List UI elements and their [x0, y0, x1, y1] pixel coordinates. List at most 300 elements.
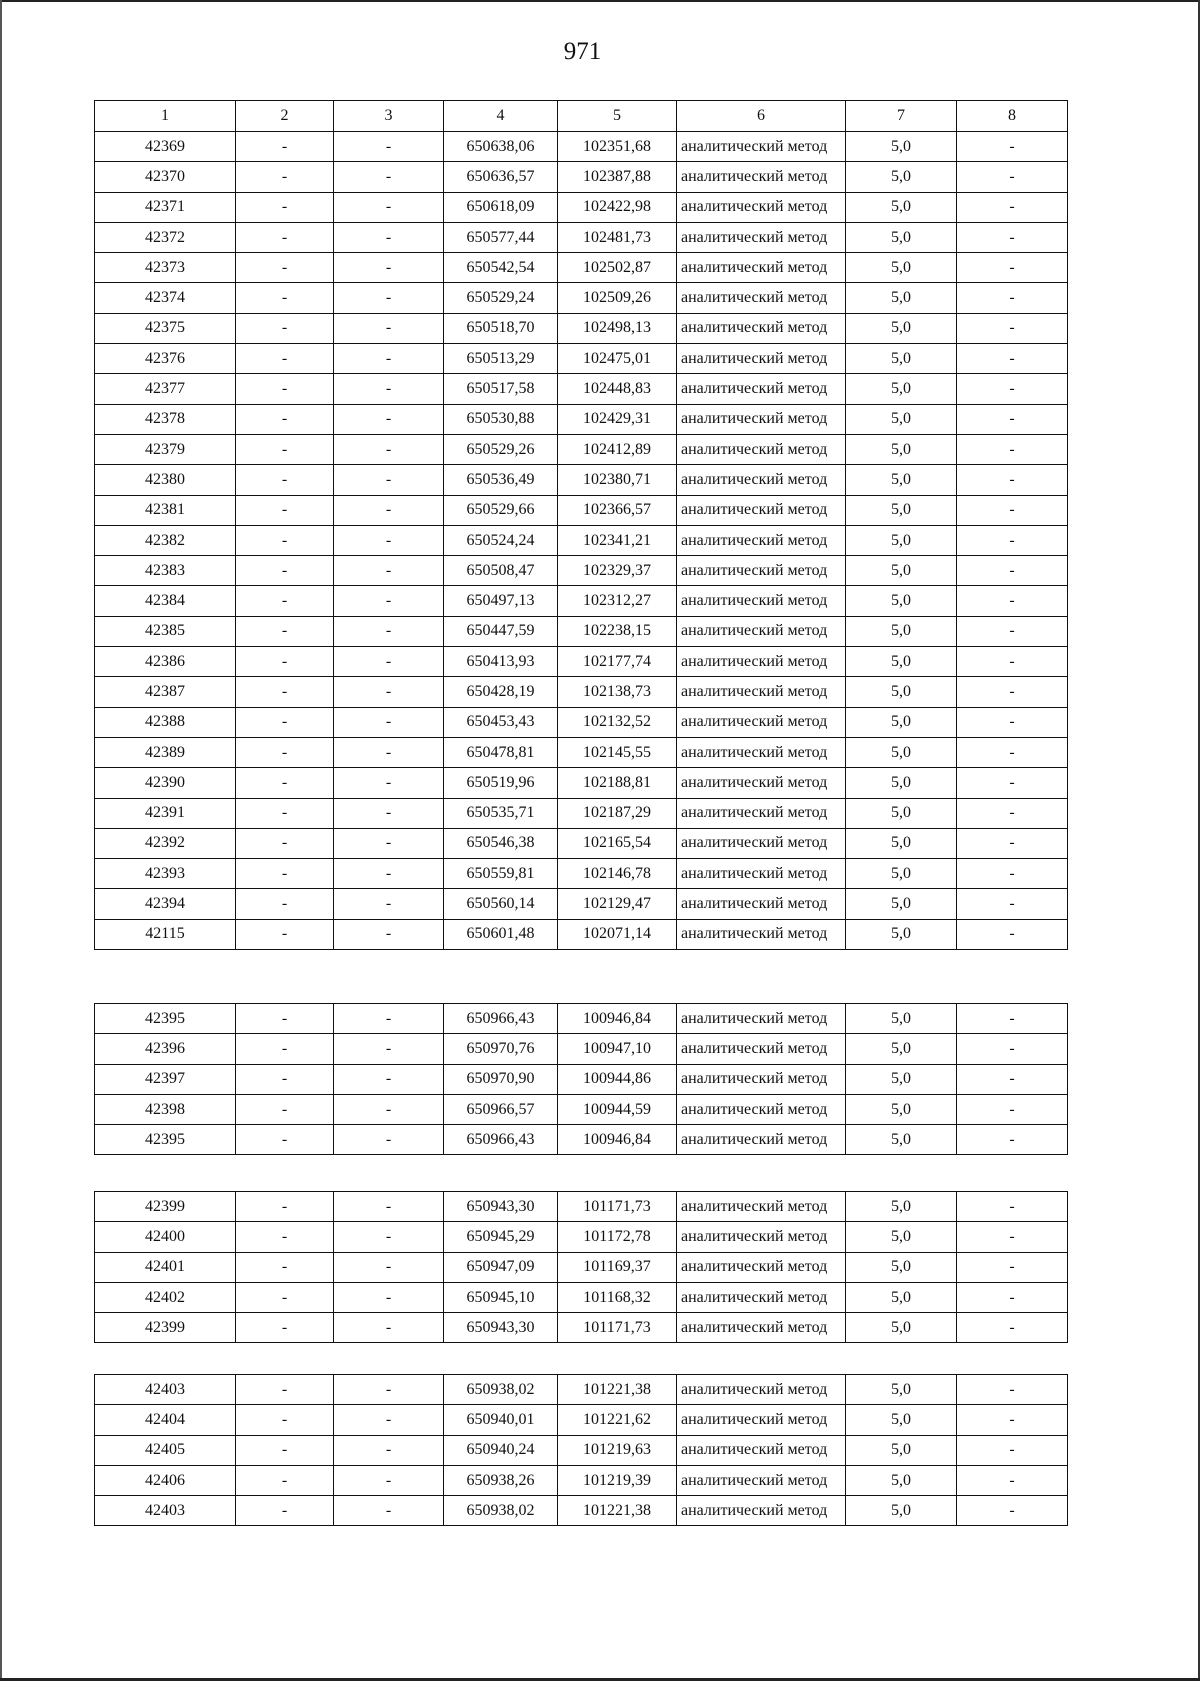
table-cell: 42389 [95, 737, 236, 767]
table-cell: 5,0 [846, 1405, 957, 1435]
table-cell: - [957, 828, 1068, 858]
table-cell: 5,0 [846, 1034, 957, 1064]
table-cell: 42402 [95, 1282, 236, 1312]
column-header: 2 [236, 101, 334, 132]
table-cell: 5,0 [846, 1064, 957, 1094]
table-cell: - [236, 889, 334, 919]
column-header: 8 [957, 101, 1068, 132]
table-cell: - [236, 344, 334, 374]
table-cell: 102188,81 [558, 768, 677, 798]
table-cell: - [957, 1375, 1068, 1405]
table-cell: 42396 [95, 1034, 236, 1064]
table-cell: аналитический метод [677, 344, 846, 374]
scan-left-edge [0, 0, 2, 1681]
table-cell: аналитический метод [677, 707, 846, 737]
table-cell: - [334, 344, 444, 374]
table-cell: - [957, 1094, 1068, 1124]
table-cell: - [334, 707, 444, 737]
table-row [95, 1435, 1068, 1465]
table-cell: 5,0 [846, 1252, 957, 1282]
table-cell: - [957, 798, 1068, 828]
table-cell: 42401 [95, 1252, 236, 1282]
table-cell: - [957, 1282, 1068, 1312]
table-cell: - [236, 1282, 334, 1312]
table-cell: 5,0 [846, 222, 957, 252]
table-cell: 5,0 [846, 132, 957, 162]
scan-top-edge [0, 0, 1200, 2]
table-cell: аналитический метод [677, 1465, 846, 1495]
table-cell: аналитический метод [677, 192, 846, 222]
table-cell: 42384 [95, 586, 236, 616]
table-cell: - [334, 404, 444, 434]
table-cell: - [334, 647, 444, 677]
table-cell: аналитический метод [677, 1064, 846, 1094]
table-cell: - [334, 1192, 444, 1222]
table-cell: - [957, 859, 1068, 889]
table-row [95, 768, 1068, 798]
table-cell: - [957, 222, 1068, 252]
table-cell: 650636,57 [444, 162, 558, 192]
table-cell: - [957, 253, 1068, 283]
table-cell: аналитический метод [677, 1222, 846, 1252]
table-cell: аналитический метод [677, 374, 846, 404]
table-cell: - [236, 707, 334, 737]
table-cell: 100944,59 [558, 1094, 677, 1124]
table-cell: 42381 [95, 495, 236, 525]
table-cell: - [957, 677, 1068, 707]
table-cell: 5,0 [846, 616, 957, 646]
table-cell: 650601,48 [444, 919, 558, 949]
coordinates-table-main [94, 100, 1068, 950]
table-cell: 650943,30 [444, 1192, 558, 1222]
table-cell: 102429,31 [558, 404, 677, 434]
table-cell: 42385 [95, 616, 236, 646]
table-cell: - [236, 374, 334, 404]
table-cell: - [334, 1222, 444, 1252]
table-cell: аналитический метод [677, 1252, 846, 1282]
table-cell: - [957, 616, 1068, 646]
table-cell: аналитический метод [677, 132, 846, 162]
table-cell: - [334, 495, 444, 525]
table-cell: 650938,02 [444, 1496, 558, 1526]
column-header: 7 [846, 101, 957, 132]
table-cell: - [957, 1252, 1068, 1282]
table-cell: - [236, 253, 334, 283]
table-cell: 42395 [95, 1125, 236, 1155]
table-row [95, 1094, 1068, 1124]
table-cell: 650945,10 [444, 1282, 558, 1312]
table-cell: - [957, 1034, 1068, 1064]
table-cell: 5,0 [846, 828, 957, 858]
table-cell: - [236, 1252, 334, 1282]
table-cell: 42399 [95, 1313, 236, 1343]
table-cell: - [957, 1192, 1068, 1222]
table-cell: 42370 [95, 162, 236, 192]
table-cell: - [957, 1004, 1068, 1034]
table-cell: 42404 [95, 1405, 236, 1435]
table-cell: 101221,38 [558, 1496, 677, 1526]
table-cell: - [957, 434, 1068, 464]
table-row [95, 616, 1068, 646]
table-cell: 42377 [95, 374, 236, 404]
table-cell: 102187,29 [558, 798, 677, 828]
table-cell: аналитический метод [677, 647, 846, 677]
table-cell: 101219,63 [558, 1435, 677, 1465]
table-cell: - [334, 768, 444, 798]
table-cell: аналитический метод [677, 1313, 846, 1343]
table-cell: 650513,29 [444, 344, 558, 374]
table-cell: - [957, 737, 1068, 767]
table-row [95, 1222, 1068, 1252]
table-cell: аналитический метод [677, 586, 846, 616]
table-cell: 42383 [95, 556, 236, 586]
table-cell: 42380 [95, 465, 236, 495]
table-cell: - [236, 859, 334, 889]
table-cell: 42386 [95, 647, 236, 677]
table-cell: - [957, 132, 1068, 162]
table-cell: 42390 [95, 768, 236, 798]
table-cell: - [957, 374, 1068, 404]
table-cell: 650966,57 [444, 1094, 558, 1124]
table-cell: 650529,24 [444, 283, 558, 313]
table-cell: - [957, 647, 1068, 677]
table-cell: 5,0 [846, 465, 957, 495]
table-cell: 102422,98 [558, 192, 677, 222]
table-cell: - [957, 313, 1068, 343]
table-cell: 5,0 [846, 1313, 957, 1343]
table-cell: 5,0 [846, 768, 957, 798]
table-row [95, 737, 1068, 767]
table-cell: - [334, 253, 444, 283]
table-cell: - [957, 1405, 1068, 1435]
table-cell: 5,0 [846, 283, 957, 313]
table-cell: - [334, 737, 444, 767]
table-cell: 650529,66 [444, 495, 558, 525]
table-cell: - [236, 1034, 334, 1064]
table-cell: - [236, 798, 334, 828]
table-row [95, 374, 1068, 404]
table-row [95, 798, 1068, 828]
table-cell: 650943,30 [444, 1313, 558, 1343]
table-cell: 101171,73 [558, 1313, 677, 1343]
table-row [95, 1192, 1068, 1222]
table-cell: - [236, 1192, 334, 1222]
table-row [95, 465, 1068, 495]
table-cell: 5,0 [846, 1222, 957, 1252]
table-cell: - [334, 313, 444, 343]
table-cell: аналитический метод [677, 313, 846, 343]
table-cell: 102380,71 [558, 465, 677, 495]
table-row [95, 1125, 1068, 1155]
table-cell: аналитический метод [677, 1496, 846, 1526]
table-cell: 5,0 [846, 344, 957, 374]
table-cell: - [236, 616, 334, 646]
table-row [95, 132, 1068, 162]
table-cell: - [957, 919, 1068, 949]
table-cell: 650560,14 [444, 889, 558, 919]
table-row [95, 313, 1068, 343]
table-cell: - [236, 1222, 334, 1252]
table-row [95, 1465, 1068, 1495]
table-cell: 5,0 [846, 556, 957, 586]
table-cell: - [236, 1465, 334, 1495]
table-cell: 5,0 [846, 647, 957, 677]
table-row [95, 404, 1068, 434]
table-cell: 102498,13 [558, 313, 677, 343]
table-cell: - [236, 768, 334, 798]
table-cell: - [236, 586, 334, 616]
table-cell: 5,0 [846, 1125, 957, 1155]
table-cell: - [957, 1496, 1068, 1526]
table-cell: 650945,29 [444, 1222, 558, 1252]
table-row [95, 434, 1068, 464]
table-cell: аналитический метод [677, 616, 846, 646]
table-cell: аналитический метод [677, 1375, 846, 1405]
table-cell: - [236, 1094, 334, 1124]
table-cell: аналитический метод [677, 222, 846, 252]
table-cell: - [957, 525, 1068, 555]
table-cell: 102387,88 [558, 162, 677, 192]
table-cell: 101221,62 [558, 1405, 677, 1435]
table-cell: 100947,10 [558, 1034, 677, 1064]
table-cell: 5,0 [846, 707, 957, 737]
table-cell: 42373 [95, 253, 236, 283]
table-cell: 650519,96 [444, 768, 558, 798]
table-cell: 102448,83 [558, 374, 677, 404]
table-cell: 102509,26 [558, 283, 677, 313]
table-cell: аналитический метод [677, 1282, 846, 1312]
table-cell: - [334, 1405, 444, 1435]
table-cell: 650966,43 [444, 1125, 558, 1155]
table-cell: - [236, 283, 334, 313]
table-cell: 100946,84 [558, 1125, 677, 1155]
table-cell: - [334, 798, 444, 828]
table-cell: 42382 [95, 525, 236, 555]
table-cell: 650497,13 [444, 586, 558, 616]
table-row [95, 525, 1068, 555]
table-row [95, 1313, 1068, 1343]
table-cell: - [957, 192, 1068, 222]
table-cell: аналитический метод [677, 859, 846, 889]
header-row [95, 101, 1068, 132]
table-row [95, 828, 1068, 858]
table-cell: аналитический метод [677, 677, 846, 707]
table-cell: - [957, 768, 1068, 798]
table-cell: - [334, 586, 444, 616]
table-cell: 650428,19 [444, 677, 558, 707]
table-cell: - [957, 1313, 1068, 1343]
table-cell: 101168,32 [558, 1282, 677, 1312]
table-cell: 5,0 [846, 404, 957, 434]
table-cell: - [236, 162, 334, 192]
table-cell: - [334, 919, 444, 949]
table-cell: - [236, 556, 334, 586]
table-cell: - [334, 192, 444, 222]
table-cell: - [334, 1064, 444, 1094]
table-row [95, 889, 1068, 919]
table-row [95, 1034, 1068, 1064]
table-cell: аналитический метод [677, 162, 846, 192]
table-cell: - [334, 1034, 444, 1064]
table-cell: 102146,78 [558, 859, 677, 889]
table-cell: 101221,38 [558, 1375, 677, 1405]
table-cell: 42392 [95, 828, 236, 858]
table-cell: 650453,43 [444, 707, 558, 737]
table-cell: - [334, 1435, 444, 1465]
table-row [95, 919, 1068, 949]
table-cell: 102351,68 [558, 132, 677, 162]
table-cell: 650618,09 [444, 192, 558, 222]
table-cell: - [334, 1375, 444, 1405]
table-cell: 102341,21 [558, 525, 677, 555]
table-cell: - [334, 283, 444, 313]
table-cell: аналитический метод [677, 1435, 846, 1465]
table-row [95, 1496, 1068, 1526]
table-cell: 650518,70 [444, 313, 558, 343]
table-cell: - [236, 434, 334, 464]
table-cell: - [236, 495, 334, 525]
table-cell: 5,0 [846, 1465, 957, 1495]
table-cell: 650947,09 [444, 1252, 558, 1282]
table-row [95, 647, 1068, 677]
page-number: 971 [563, 38, 602, 65]
table-cell: - [236, 828, 334, 858]
table-row [95, 1252, 1068, 1282]
table-cell: 102177,74 [558, 647, 677, 677]
table-cell: аналитический метод [677, 253, 846, 283]
table-cell: - [334, 132, 444, 162]
table-cell: 5,0 [846, 525, 957, 555]
table-cell: аналитический метод [677, 1192, 846, 1222]
table-cell: - [236, 1064, 334, 1094]
table-cell: 650577,44 [444, 222, 558, 252]
table-cell: 42372 [95, 222, 236, 252]
coordinates-table-contour-2 [94, 1003, 1068, 1155]
table-cell: аналитический метод [677, 768, 846, 798]
table-cell: 102238,15 [558, 616, 677, 646]
table-cell: 102145,55 [558, 737, 677, 767]
table-cell: - [957, 1064, 1068, 1094]
table-cell: 650524,24 [444, 525, 558, 555]
table-cell: 5,0 [846, 1375, 957, 1405]
table-cell: 650542,54 [444, 253, 558, 283]
table-cell: 5,0 [846, 192, 957, 222]
table-cell: 102071,14 [558, 919, 677, 949]
table-cell: 42371 [95, 192, 236, 222]
table-cell: аналитический метод [677, 556, 846, 586]
table-cell: - [957, 556, 1068, 586]
table-cell: аналитический метод [677, 737, 846, 767]
table-cell: 42394 [95, 889, 236, 919]
table-cell: - [334, 859, 444, 889]
table-cell: аналитический метод [677, 465, 846, 495]
table-cell: 42391 [95, 798, 236, 828]
table-cell: 101169,37 [558, 1252, 677, 1282]
table-cell: аналитический метод [677, 919, 846, 949]
table-cell: 42379 [95, 434, 236, 464]
table-cell: аналитический метод [677, 828, 846, 858]
table-cell: 102129,47 [558, 889, 677, 919]
column-header: 6 [677, 101, 846, 132]
table-cell: - [236, 1496, 334, 1526]
table-cell: аналитический метод [677, 404, 846, 434]
table-cell: 42395 [95, 1004, 236, 1034]
table-row [95, 677, 1068, 707]
table-cell: 101171,73 [558, 1192, 677, 1222]
table-cell: 650966,43 [444, 1004, 558, 1034]
table-cell: 5,0 [846, 1496, 957, 1526]
table-cell: - [957, 283, 1068, 313]
table-cell: - [236, 132, 334, 162]
table-cell: 102132,52 [558, 707, 677, 737]
table-cell: 650413,93 [444, 647, 558, 677]
table-cell: - [236, 1004, 334, 1034]
table-cell: 42387 [95, 677, 236, 707]
table-cell: аналитический метод [677, 1094, 846, 1124]
table-cell: - [334, 1496, 444, 1526]
table-cell: 102165,54 [558, 828, 677, 858]
table-cell: - [236, 1313, 334, 1343]
table-cell: - [334, 1252, 444, 1282]
table-cell: - [236, 222, 334, 252]
table-cell: 42400 [95, 1222, 236, 1252]
table-cell: 650938,26 [444, 1465, 558, 1495]
table-cell: - [334, 465, 444, 495]
table-cell: - [334, 222, 444, 252]
table-row [95, 1405, 1068, 1435]
table-cell: - [334, 616, 444, 646]
table-cell: 650536,49 [444, 465, 558, 495]
table-row [95, 192, 1068, 222]
table-cell: - [334, 889, 444, 919]
table-cell: 650447,59 [444, 616, 558, 646]
table-cell: 102366,57 [558, 495, 677, 525]
table-cell: 102412,89 [558, 434, 677, 464]
table-row [95, 283, 1068, 313]
table-cell: - [236, 404, 334, 434]
table-cell: 5,0 [846, 434, 957, 464]
table-cell: 102138,73 [558, 677, 677, 707]
table-cell: 5,0 [846, 162, 957, 192]
table-cell: аналитический метод [677, 495, 846, 525]
table-cell: 5,0 [846, 1435, 957, 1465]
table-row [95, 1375, 1068, 1405]
table-cell: 102475,01 [558, 344, 677, 374]
table-cell: - [957, 404, 1068, 434]
table-cell: 42403 [95, 1496, 236, 1526]
table-cell: 42369 [95, 132, 236, 162]
table-cell: - [957, 162, 1068, 192]
table-cell: - [236, 313, 334, 343]
table-cell: - [957, 1465, 1068, 1495]
table-cell: - [236, 677, 334, 707]
table-cell: 42403 [95, 1375, 236, 1405]
table-cell: 650970,76 [444, 1034, 558, 1064]
table-cell: 102312,27 [558, 586, 677, 616]
column-header: 3 [334, 101, 444, 132]
column-header: 1 [95, 101, 236, 132]
table-cell: 5,0 [846, 313, 957, 343]
coordinates-table-contour-4 [94, 1374, 1068, 1526]
table-row [95, 1282, 1068, 1312]
table-cell: 5,0 [846, 374, 957, 404]
table-cell: аналитический метод [677, 283, 846, 313]
table-cell: - [334, 1094, 444, 1124]
table-cell: - [957, 465, 1068, 495]
table-cell: 650638,06 [444, 132, 558, 162]
table-cell: - [334, 1313, 444, 1343]
table-cell: 5,0 [846, 1192, 957, 1222]
